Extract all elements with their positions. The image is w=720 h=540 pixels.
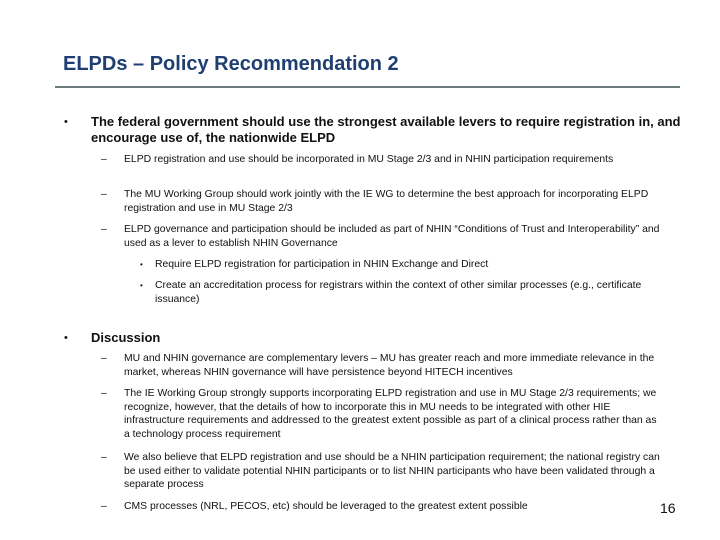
dash-icon: – xyxy=(101,452,107,463)
bullet-icon: • xyxy=(64,116,68,128)
list-item: ELPD governance and participation should be included as part of NHIN “Conditions of Trust and Interoperability” and used as a lever to establish NHIN Governance xyxy=(124,224,660,249)
list-item: CMS processes (NRL, PECOS, etc) should be leveraged to the greatest extent possible xyxy=(124,501,528,512)
list-item: MU and NHIN governance are complementary levers – MU has greater reach and more immediate relevance in the market, whereas NHIN governance will have persistence beyond HITECH incentives xyxy=(124,353,655,378)
sub-bullet-icon: • xyxy=(140,260,143,269)
sub-bullet-icon: • xyxy=(140,281,143,290)
dash-icon: – xyxy=(101,501,107,512)
sub-list-item: Require ELPD registration for participation in NHIN Exchange and Direct xyxy=(155,259,489,270)
section-heading: The federal government should use the strongest available levers to require registration in, and encourage use of, the nationwide ELPD xyxy=(91,114,681,145)
section-heading: Discussion xyxy=(91,330,161,345)
list-item: The MU Working Group should work jointly with the IE WG to determine the best approach for incorporating ELPD registration and use in MU Stage 2/3 xyxy=(124,189,649,214)
dash-icon: – xyxy=(101,353,107,364)
dash-icon: – xyxy=(101,388,107,399)
page-number: 16 xyxy=(660,500,676,516)
bullet-icon: • xyxy=(64,332,68,344)
list-item: We also believe that ELPD registration and use should be a NHIN participation requirement; the national registry can be used either to validate potential NHIN participants or to list NHIN participants who have been validated through a separate process xyxy=(124,452,660,490)
list-item: The IE Working Group strongly supports incorporating ELPD registration and use in MU Stage 2/3 requirements; we recognize, however, that the details of how to incorporate this in MU needs to be integrated with other HIE infrastructure requirements and addressed to the greatest extent possible as part of a clinical process rather than as a technology process requirement xyxy=(124,388,657,440)
slide-title: ELPDs – Policy Recommendation 2 xyxy=(63,53,399,75)
dash-icon: – xyxy=(101,224,107,235)
dash-icon: – xyxy=(101,154,107,165)
list-item: ELPD registration and use should be incorporated in MU Stage 2/3 and in NHIN participation requirements xyxy=(124,154,614,165)
dash-icon: – xyxy=(101,189,107,200)
sub-list-item: Create an accreditation process for registrars within the context of other similar processes (e.g., certificate issuance) xyxy=(155,280,642,305)
